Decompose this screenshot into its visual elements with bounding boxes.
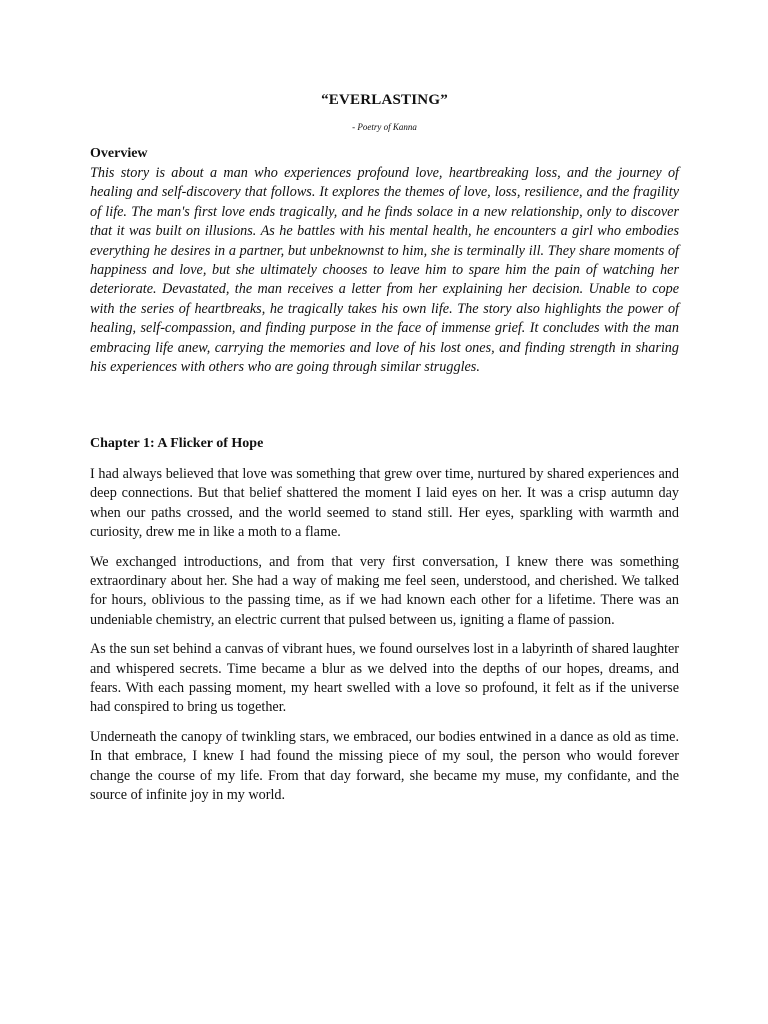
document-subtitle: - Poetry of Kanna [352, 122, 417, 132]
overview-heading: Overview [90, 146, 148, 161]
chapter-paragraph: We exchanged introductions, and from that very first conversation, I knew there was something extraordinary about her. She had a way of making me feel seen, understood, and cherished. We talked for hours, oblivious to the passing time, as if we had known each other for a lifetime. There was an undeniable chemistry, an electric current that pulsed between us, igniting a flame of passion. [90, 553, 679, 628]
chapter-paragraph: Underneath the canopy of twinkling stars, we embraced, our bodies entwined in a dance as old as time. In that embrace, I knew I had found the missing piece of my soul, the person who would forever change the course of my life. From that day forward, she became my muse, my confidante, and the source of infinite joy in my world. [90, 728, 679, 804]
chapter-body [90, 465, 679, 816]
document-title: “EVERLASTING” [321, 92, 448, 108]
chapter-paragraph: As the sun set behind a canvas of vibrant hues, we found ourselves lost in a labyrinth of shared laughter and whispered secrets. Time became a blur as we delved into the depths of our hopes, dreams, and fears. With each passing moment, my heart swelled with a love so profound, it felt as if the universe had conspired to bring us together. [90, 641, 679, 716]
chapter-heading: Chapter 1: A Flicker of Hope [90, 436, 264, 451]
chapter-paragraph: I had always believed that love was something that grew over time, nurtured by shared experiences and deep connections. But that belief shattered the moment I laid eyes on her. It was a crisp autumn day when our paths crossed, and the world seemed to stand still. Her eyes, sparkling with warmth and curiosity, drew me in like a moth to a flame. [90, 466, 679, 541]
overview-text: This story is about a man who experiences profound love, heartbreaking loss, and the journey of healing and self-discovery that follows. It explores the themes of love, loss, resilience, and the fragility of life. The man's first love ends tragically, and he finds solace in a new relationship, only to discover that it was built on illusions. As he battles with his mental health, he encounters a girl who embodies everything he desires in a partner, but unbeknownst to him, she is terminally ill. They share moments of happiness and love, but she ultimately chooses to leave him to spare him the pain of watching her deteriorate. Devastated, the man receives a letter from her explaining her decision. Unable to cope with the series of heartbreaks, he tragically takes his own life. The story also highlights the power of healing, self-compassion, and finding purpose in the face of immense grief. It concludes with the man embracing life anew, carrying the memories and love of his lost ones, and finding strength in sharing his experiences with others who are going through similar struggles. [90, 165, 679, 376]
